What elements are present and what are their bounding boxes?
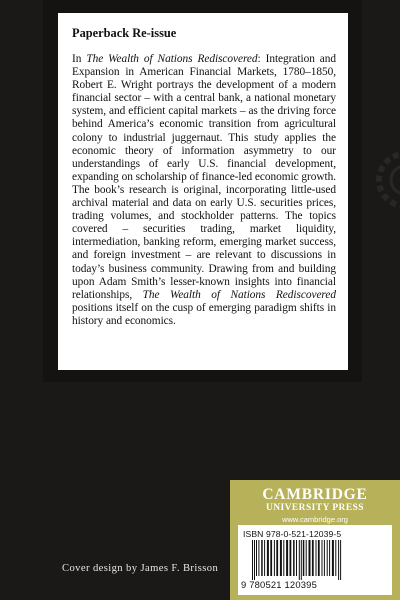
blurb-text: In — [72, 53, 87, 65]
barcode-box — [238, 525, 392, 595]
publisher-name: CAMBRIDGE — [262, 486, 368, 503]
reissue-heading: Paperback Re-issue — [72, 26, 177, 40]
isbn-label: ISBN 978-0-521-12039-5 — [243, 529, 342, 539]
barcode-digits: 9 780521 120395 — [241, 579, 317, 590]
blurb-text: : Integration and Expansion in American Financial Markets, 1780–1850, Robert E. Wright portrays the development of a modern financial sector – with a central bank, a national monetary system, and efficient capital markets – as the driving force behind America’s economic transition from agricultural colony to industrial juggernaut. This study applies the economic theory of information asymmetry to our understandings of early U.S. financial development, expanding on scholarship of finance-led economic growth. The book’s research is original, incorporating little-used archival material and data on early U.S. securities prices, trading volumes, and stockholder patterns. The topics covered – securities trading, market liquidity, intermediation, banking reform, emerging market success, and foreign investment – are relevant to discussions in today’s business community. Drawing from and building upon Adam Smith’s lesser-known insights into financial relationships, — [72, 53, 337, 301]
publisher-press: UNIVERSITY PRESS — [265, 503, 365, 513]
cover-design-credit: Cover design by James F. Brisson — [62, 563, 219, 574]
description-panel — [58, 13, 348, 370]
book-title: The Wealth of Nations Rediscovered — [142, 288, 336, 301]
book-description — [72, 53, 336, 328]
publisher-url: www.cambridge.org — [282, 515, 348, 524]
cambridge-crest-watermark-icon — [365, 140, 400, 220]
blurb-text: positions itself on the cusp of emerging paradigm shifts in history and economics. — [72, 301, 336, 327]
barcode-icon — [250, 540, 380, 580]
book-title: The Wealth of Nations Rediscovered — [86, 53, 258, 65]
